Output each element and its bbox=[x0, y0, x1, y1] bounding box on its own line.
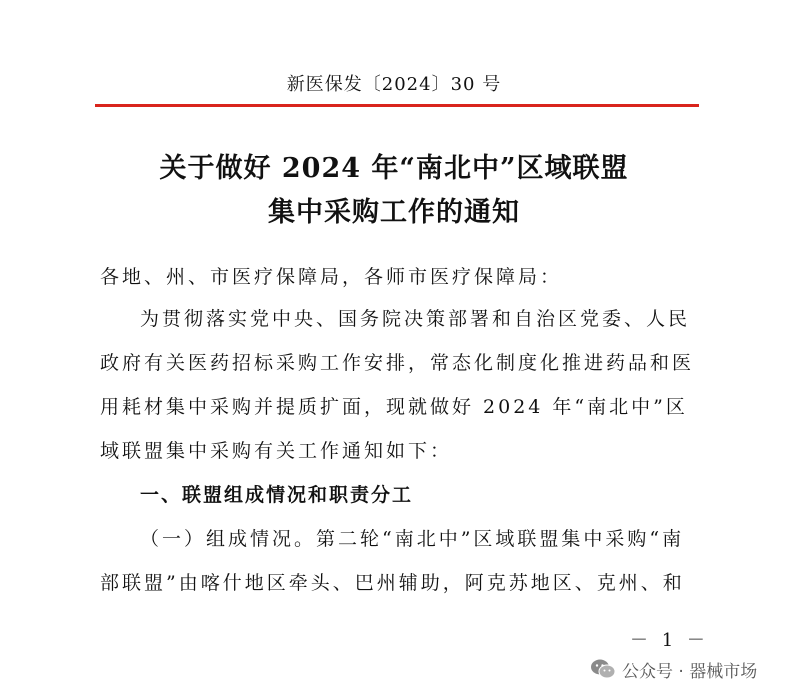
watermark-text: 公众号 · 器械市场 bbox=[622, 661, 758, 682]
red-header-rule bbox=[95, 104, 699, 107]
addressee-line: 各地、州、市医疗保障局，各师市医疗保障局： bbox=[100, 266, 563, 288]
paragraph-line: 政府有关医药招标采购工作安排，常态化制度化推进药品和医 bbox=[100, 352, 695, 374]
paragraph-line: 用耗材集中采购并提质扩面，现就做好 2024 年“南北中”区 bbox=[100, 396, 688, 418]
document-number: 新医保发〔2024〕30 号 bbox=[286, 74, 502, 95]
document-title-line-1: 关于做好 2024 年“南北中”区域联盟 bbox=[159, 153, 629, 184]
paragraph-line: 域联盟集中采购有关工作通知如下： bbox=[100, 440, 453, 462]
document-title-line-2: 集中采购工作的通知 bbox=[268, 197, 520, 228]
paragraph-line: 部联盟”由喀什地区牵头、巴州辅助，阿克苏地区、克州、和 bbox=[100, 572, 685, 594]
page-number: － 1 － bbox=[630, 630, 709, 651]
wechat-watermark bbox=[590, 656, 757, 682]
paragraph-line: （一）组成情况。第二轮“南北中”区域联盟集中采购“南 bbox=[140, 528, 685, 550]
paragraph-line: 为贯彻落实党中央、国务院决策部署和自治区党委、人民 bbox=[140, 308, 691, 330]
wechat-icon bbox=[590, 658, 616, 680]
section-heading: 一、联盟组成情况和职责分工 bbox=[140, 484, 414, 506]
